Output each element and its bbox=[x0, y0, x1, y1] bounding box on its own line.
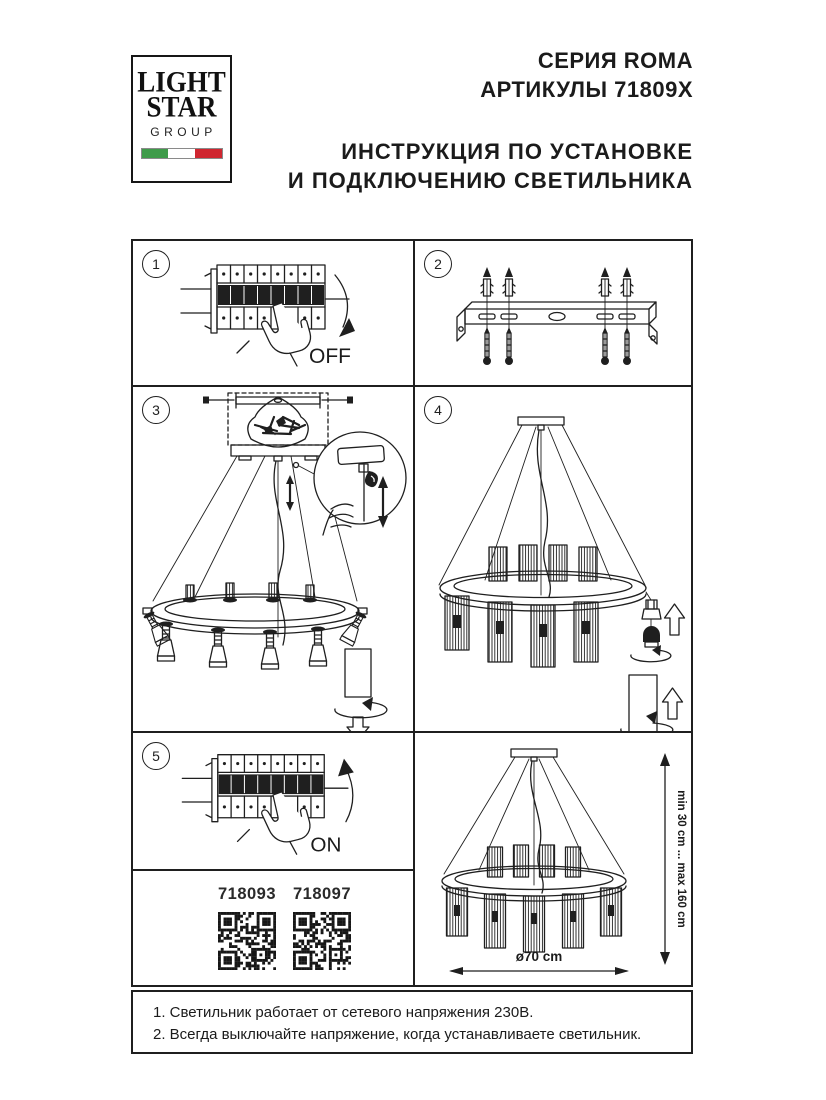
qr-item bbox=[291, 885, 353, 970]
header bbox=[288, 46, 693, 195]
height-dimension bbox=[660, 753, 687, 965]
shade-detail bbox=[335, 649, 387, 731]
shade-install-diagram bbox=[415, 387, 691, 731]
lightstar-logo bbox=[131, 55, 232, 183]
step-panel-2 bbox=[415, 241, 691, 387]
off-label: OFF bbox=[309, 345, 351, 368]
qr-panel bbox=[133, 871, 415, 985]
italian-flag-icon bbox=[141, 148, 223, 159]
dimensions-diagram bbox=[415, 733, 691, 985]
note-line-2: 2. Всегда выключайте напряжение, когда устанавливаете светильник. bbox=[153, 1026, 642, 1043]
step-number-badge: 2 bbox=[424, 250, 452, 278]
articles-line: АРТИКУЛЫ 71809X bbox=[480, 77, 693, 102]
step-number-badge: 4 bbox=[424, 396, 452, 424]
note-line-1: 1. Светильник работает от сетевого напряжения 230В. bbox=[153, 1004, 534, 1021]
qr-code bbox=[293, 912, 351, 970]
step-panel-4 bbox=[415, 387, 691, 733]
qr-item bbox=[216, 885, 278, 970]
chandelier-hanging-diagram bbox=[133, 387, 413, 731]
logo-word-group: GROUP bbox=[150, 125, 217, 139]
logo-word-star: STAR bbox=[146, 90, 217, 124]
socket-detail bbox=[631, 592, 685, 662]
bracket-diagram bbox=[415, 241, 691, 385]
breaker-on-diagram bbox=[133, 733, 413, 869]
qr-code bbox=[218, 912, 276, 970]
front-sockets bbox=[142, 610, 369, 669]
height-range-label: min 30 cm ... max 160 cm bbox=[675, 790, 687, 928]
cable-adjust-detail bbox=[314, 432, 406, 535]
doc-title-line1: ИНСТРУКЦИЯ ПО УСТАНОВКЕ bbox=[341, 139, 693, 164]
step-number-badge: 3 bbox=[142, 396, 170, 424]
notes-box bbox=[131, 990, 693, 1054]
step-number-badge: 5 bbox=[142, 742, 170, 770]
step-panel-3 bbox=[133, 387, 415, 733]
doc-title-line2: И ПОДКЛЮЧЕНИЮ СВЕТИЛЬНИКА bbox=[287, 168, 693, 193]
dimensions-panel bbox=[415, 733, 691, 985]
diameter-label: ø70 cm bbox=[515, 949, 563, 964]
step-panel-5 bbox=[133, 733, 415, 871]
diameter-dimension bbox=[449, 949, 629, 975]
qr-code-label: 718093 bbox=[217, 885, 277, 903]
on-label: ON bbox=[310, 833, 342, 857]
breaker-off-diagram bbox=[133, 241, 413, 385]
qr-code-label: 718097 bbox=[292, 885, 352, 903]
steps-grid bbox=[131, 239, 693, 987]
logo-word-light: LIGHT bbox=[137, 65, 226, 99]
step-panel-1 bbox=[133, 241, 415, 387]
shade-detail bbox=[621, 675, 683, 731]
series-title: СЕРИЯ ROMA bbox=[537, 48, 693, 73]
step-number-badge: 1 bbox=[142, 250, 170, 278]
